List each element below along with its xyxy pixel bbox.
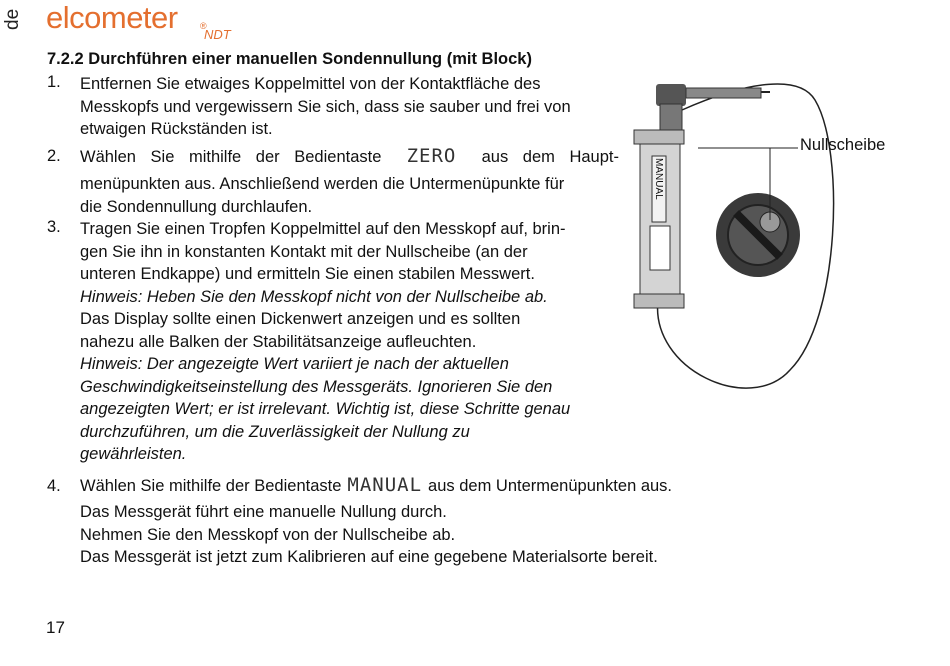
step-3-line: gen Sie ihn in konstanten Kontakt mit der Nullscheibe (an der [80, 242, 528, 261]
step-4-line: Das Messgerät führt eine manuelle Nullung durch. [80, 503, 447, 521]
step-3-note: Hinweis: Heben Sie den Messkopf nicht von der Nullscheibe ab. [80, 287, 548, 306]
nullscheibe-label: Nullscheibe [800, 136, 886, 154]
top-end-cap [634, 130, 684, 144]
step-1-line: Entfernen Sie etwaiges Koppelmittel von der Kontaktfläche des [80, 75, 541, 93]
language-tab: de [2, 8, 23, 30]
page-number: 17 [46, 618, 65, 637]
step-3-line: unteren Endkappe) und ermitteln Sie einen stabilen Messwert. [80, 265, 535, 283]
device-display [650, 226, 670, 270]
step-3-info-line: nahezu alle Balken der Stabilitätsanzeige aufleuchten. [80, 332, 477, 351]
step-4-first-line [80, 474, 740, 501]
step-2-line: die Sondennullung durchlaufen. [80, 197, 313, 216]
step-3-number: 3. [47, 218, 61, 236]
section-heading: 7.2.2 Durchführen einer manuellen Sondennullung (mit Block) [47, 50, 532, 68]
connector-neck [660, 104, 682, 130]
step-4-number: 4. [47, 477, 61, 495]
step-1-line: etwaigen Rückständen ist. [80, 120, 273, 138]
step-1-number: 1. [47, 73, 61, 91]
logo-ndt: NDT [204, 27, 231, 42]
step-3-note2-line: angezeigten Wert; er ist irrelevant. Wichtig ist, diese Schritte genau [80, 400, 571, 418]
step-2-suffix: aus dem Haupt- [481, 148, 619, 166]
step-4-prefix: Wählen Sie mithilfe der Bedientaste [80, 477, 342, 495]
connector-head [656, 84, 686, 106]
step-4-suffix: aus dem Untermenüpunkten aus. [428, 477, 673, 495]
step-2-number: 2. [47, 147, 61, 165]
bottom-end-cap [634, 294, 684, 308]
step-3-note2-line: durchzuführen, um die Zuverlässigkeit der Nullung zu [80, 422, 470, 441]
manual-key-label: MANUAL [347, 474, 423, 496]
step-3-text [80, 218, 619, 466]
logo-registered: ® [200, 21, 207, 31]
logo-wordmark: elcometer [46, 0, 178, 35]
zero-key-label: ZERO [406, 145, 457, 167]
step-4-line: Nehmen Sie den Messkopf von der Nullscheibe ab. [80, 525, 456, 544]
step-2-prefix: Wählen Sie mithilfe der Bedientaste [80, 148, 382, 166]
step-3-note2-line: Geschwindigkeitseinstellung des Messgeräts. Ignorieren Sie den [80, 377, 553, 396]
step-2-first-line [80, 145, 619, 173]
step-2-line: menüpunkten aus. Anschließend werden die Untermenüpunkte für [80, 175, 565, 193]
step-3-note2-line: Hinweis: Der angezeigte Wert variiert je nach der aktuellen [80, 355, 509, 373]
step-4-line: Das Messgerät ist jetzt zum Kalibrieren auf eine gegebene Materialsorte bereit. [80, 548, 658, 566]
connector-cable-sleeve [686, 88, 761, 98]
step-3-note2-line: gewährleisten. [80, 445, 187, 463]
step-4-text [80, 474, 740, 569]
device-manual-label: MANUAL [653, 158, 664, 200]
step-1-line: Messkopfs und vergewissern Sie sich, dass sie sauber und frei von [80, 97, 571, 116]
step-3-info-line: Das Display sollte einen Dickenwert anzeigen und es sollten [80, 310, 521, 328]
step-1-text [80, 73, 619, 141]
step-2-text [80, 145, 619, 218]
probe-zero-disc-figure [630, 70, 900, 410]
elcometer-logo [46, 0, 231, 42]
step-3-line: Tragen Sie einen Tropfen Koppelmittel auf den Messkopf auf, brin- [80, 220, 566, 238]
